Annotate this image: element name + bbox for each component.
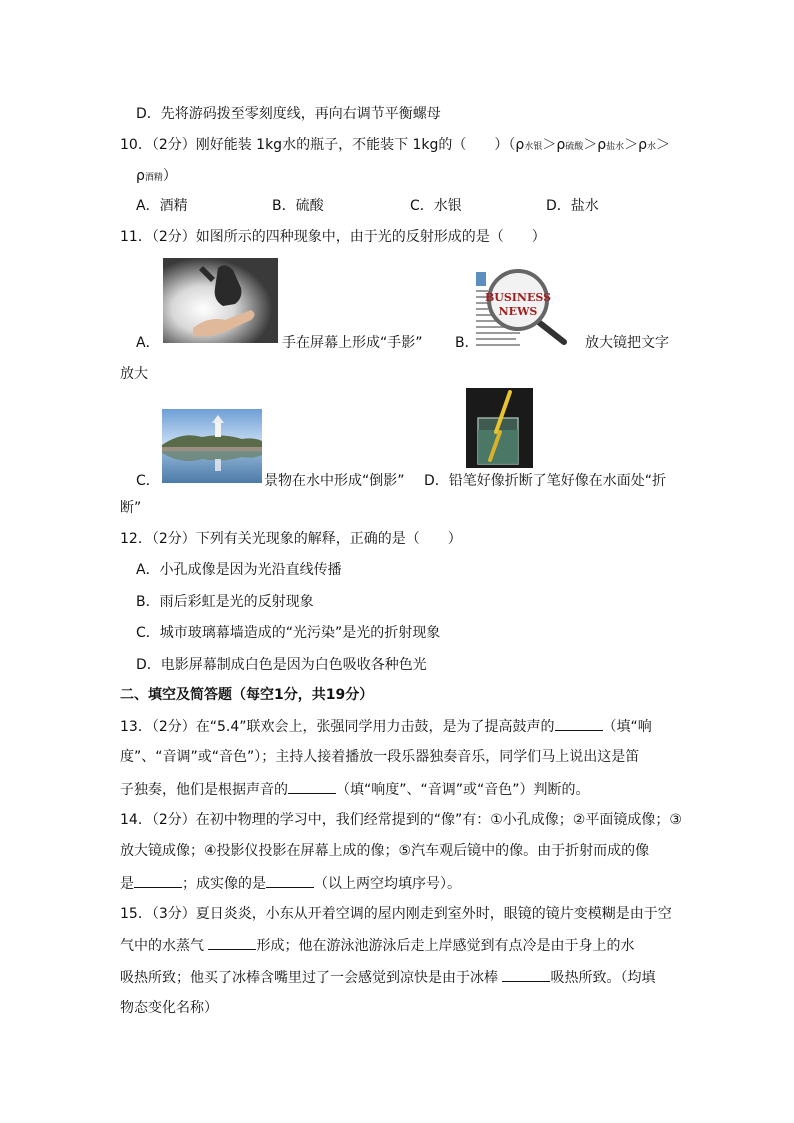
answer-blank[interactable] [134,873,182,888]
q10-option-d: D．盐水 [546,198,599,214]
q13-line3 [120,779,590,800]
q11-stem: 11．（2分）如图所示的四种现象中，由于光的反射形成的是（ ） [120,229,546,245]
q14-line3 [120,873,461,894]
q15-line3 [120,967,655,988]
q13-text: 13．（2分）在“5.4”联欢会上，张强同学用力击鼓，是为了提高鼓声的 [120,719,555,735]
q9-option-d: D．先将游码拨至零刻度线，再向右调节平衡螺母 [136,106,441,122]
q15-line4: 物态变化名称） [120,1000,218,1016]
q13-text: （填“响 [602,719,652,735]
q13-line1 [120,716,652,737]
q15-line1: 15．（3分）夏日炎炎，小东从开着空调的屋内刚走到室外时，眼镜的镜片变模糊是由于空 [120,906,672,922]
q10-stem-prefix: 10．（2分）刚好能装 1kg水的瓶子，不能装下 1kg的（ ）（ρ [120,137,525,153]
q12-option-c: C．城市玻璃幕墙造成的“光污染”是光的折射现象 [136,625,441,641]
q13-line2: 度”、“音调”或“音色”）；主持人接着播放一段乐器独奏音乐，同学们马上说出这是笛 [120,749,640,765]
q12-option-d: D．电影屏幕制成白色是因为白色吸收各种色光 [136,657,427,673]
q10-close: ） [162,168,177,184]
q10-gt: ＞ [656,137,671,153]
answer-blank[interactable] [502,967,550,982]
answer-blank[interactable] [555,716,603,731]
answer-blank[interactable] [288,779,336,794]
q10-option-c: C．水银 [410,198,462,214]
q15-text: 气中的水蒸气 [120,938,204,954]
q14-line1: 14．（2分）在初中物理的学习中，我们经常提到的“像”有：①小孔成像；②平面镜成像；③ [120,812,682,828]
water-reflection-image [162,409,262,483]
rho-sub-saltwater: 盐水 [606,142,625,152]
q10-option-a: A．酒精 [136,198,188,214]
rho-sub-alcohol: 酒精 [144,173,163,183]
q11-option-d-text: D．铅笔好像折断了笔好像在水面处“折 [424,473,667,489]
hand-shadow-image [163,258,278,343]
news-word-business: BUSINESS [484,291,552,304]
q13-text: （填“响度”、“音调”或“音色”）判断的。 [336,782,590,798]
rho-sub-sulfuric: 硫酸 [565,142,584,152]
q11-option-d-cont: 断” [120,500,142,516]
q11-option-b-label: B． [455,335,479,351]
section-2-title: 二、填空及简答题（每空1分，共19分） [120,687,374,703]
q10-gt: ＞ρ [583,137,607,153]
q12-stem: 12．（2分）下列有关光现象的解释，正确的是（ ） [120,531,462,547]
q10-option-b: B．硫酸 [272,198,324,214]
q15-text: 吸热所致。（均填 [550,970,656,986]
news-word-news: NEWS [498,305,538,318]
q10-gt: ＞ρ [624,137,648,153]
q14-text: 是 [120,876,134,892]
q10-gt: ＞ρ [542,137,566,153]
q10-stem [120,135,670,157]
magnifier-news-image [474,268,570,348]
rho-sub-water: 水 [647,142,657,152]
q14-text: ；成实像的是 [182,876,266,892]
q12-option-a: A．小孔成像是因为光沿直线传播 [136,562,342,578]
q11-option-b-text: 放大镜把文字 [585,335,669,351]
answer-blank[interactable] [266,873,314,888]
q15-text: 形成；他在游泳池游泳后走上岸感觉到有点冷是由于身上的水 [256,938,635,954]
rho-sub-mercury: 水银 [524,142,543,152]
answer-blank[interactable] [208,935,256,950]
q11-option-b-cont: 放大 [120,366,148,382]
q11-option-a-label: A． [136,335,160,351]
q13-text: 子独奏，他们是根据声音的 [120,782,288,798]
q14-text: （以上两空均填序号）。 [314,876,461,892]
q10-stem-line2 [136,166,177,188]
q11-option-a-text: 手在屏幕上形成“手影” [282,335,423,351]
pencil-in-water-image [466,388,533,468]
q15-text: 吸热所致；他买了冰棒含嘴里过了一会感觉到凉快是由于冰棒 [120,970,498,986]
q15-line2 [120,935,634,956]
q14-line2: 放大镜成像；④投影仪投影在屏幕上成的像；⑤汽车观后镜中的像。由于折射而成的像 [120,843,650,859]
q11-option-c-label: C． [136,473,160,489]
q10-rho: ρ [136,168,145,184]
q11-option-c-text: 景物在水中形成“倒影” [264,473,405,489]
q12-option-b: B．雨后彩虹是光的反射现象 [136,594,314,610]
